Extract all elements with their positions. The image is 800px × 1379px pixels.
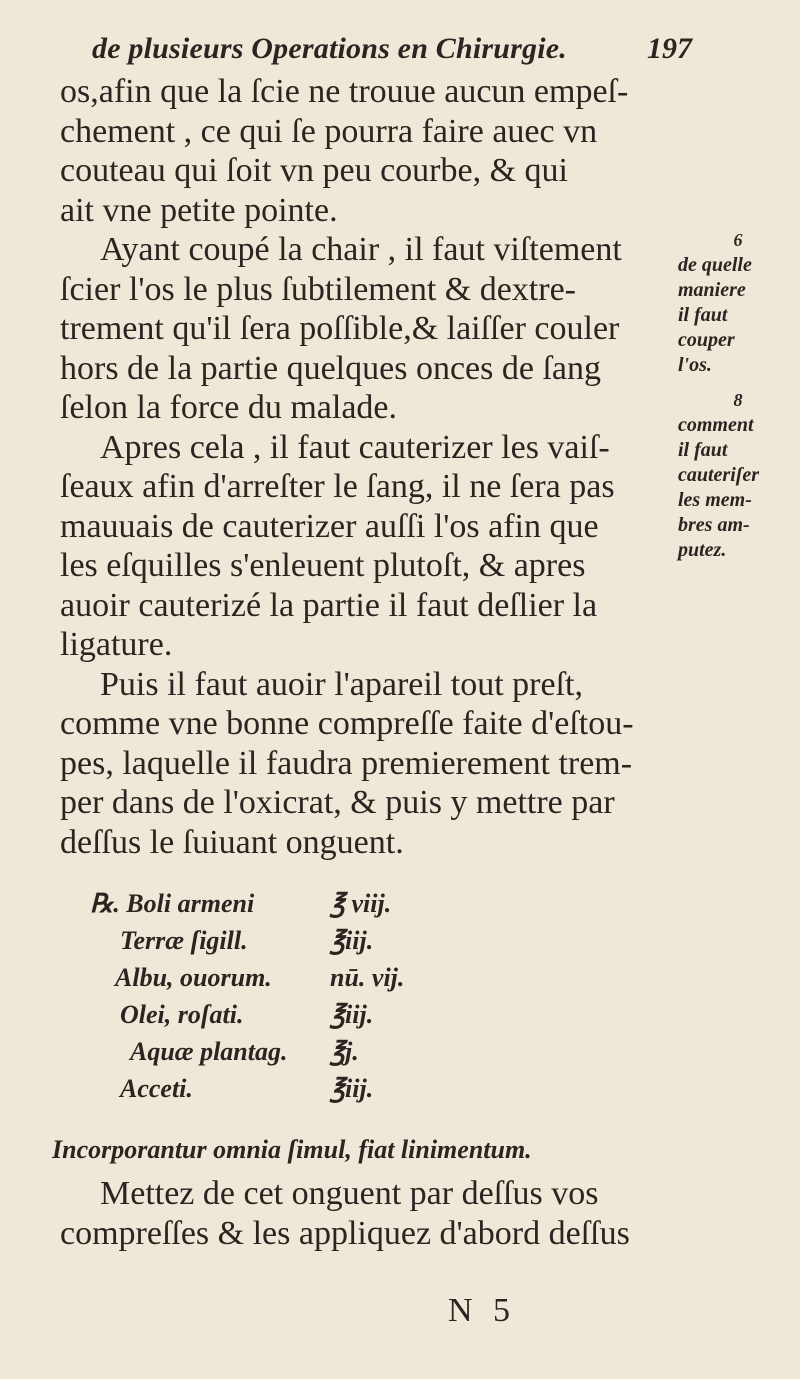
recipe-item — [60, 1070, 680, 1107]
marginal-line: l'os. — [678, 354, 712, 376]
marginal-line: de quelle — [678, 254, 752, 276]
body-text — [60, 72, 680, 862]
recipe-item — [60, 996, 680, 1033]
marginal-note-8 — [678, 388, 798, 563]
text-line: os,afin que la ſcie ne trouue aucun empeſ- — [60, 73, 629, 110]
recipe-ingredient: ℞. Boli armeni — [90, 889, 255, 918]
continuation-text — [60, 1174, 680, 1253]
marginal-number: 8 — [733, 390, 743, 410]
recipe-ingredient: Aquæ plantag. — [130, 1037, 288, 1066]
text-line: deſſus le ſuiuant onguent. — [60, 823, 404, 861]
recipe-item — [60, 1033, 680, 1070]
text-line: per dans de l'oxicrat, & puis y mettre par — [60, 784, 615, 821]
recipe-quantity: ℥iij. — [330, 926, 374, 955]
recipe-closing: Incorporantur omnia ſimul, fiat linimentum. — [52, 1135, 532, 1164]
marginal-line: les mem- — [678, 489, 752, 511]
text-line: Puis il faut auoir l'apareil tout preſt, — [100, 665, 583, 703]
text-line: couteau qui ſoit vn peu courbe, & qui — [60, 152, 568, 189]
page-number: 197 — [647, 32, 692, 65]
recipe-ingredient: Olei, roſati. — [120, 1000, 244, 1029]
signature-mark: N 5 — [448, 1292, 517, 1329]
marginal-line: maniere — [678, 279, 746, 301]
text-line: pes, laquelle il faudra premierement trem- — [60, 744, 633, 782]
text-line: ſelon la force du malade. — [60, 389, 398, 426]
recipe-block — [60, 885, 680, 1107]
text-line: Mettez de cet onguent par deſſus vos — [100, 1175, 599, 1212]
running-header — [92, 28, 692, 78]
marginal-note-6 — [678, 228, 798, 378]
text-line: trement qu'il ſera poſſible,& laiſſer couler — [60, 310, 620, 347]
text-line: Ayant coupé la chair , il faut viſtement — [100, 231, 622, 268]
text-line: mauuais de cauterizer auſſi l'os afin que — [60, 507, 599, 545]
recipe-quantity: ℥ viij. — [330, 889, 392, 918]
marginal-line: comment — [678, 414, 754, 436]
marginal-line: couper — [678, 329, 735, 351]
text-line: les eſquilles s'enleuent plutoſt, & apres — [60, 547, 586, 584]
text-line: ait vne petite pointe. — [60, 191, 338, 229]
recipe-ingredient: Acceti. — [120, 1074, 193, 1103]
text-line: ſcier l'os le plus ſubtilement & dextre- — [60, 270, 576, 308]
text-line: ſeaux afin d'arreſter le ſang, il ne ſera pas — [60, 468, 615, 505]
marginal-number: 6 — [733, 230, 743, 250]
recipe-quantity: ℥iij. — [330, 1000, 374, 1029]
recipe-ingredient: Albu, ouorum. — [115, 963, 272, 992]
marginal-line: cauteriſer — [678, 464, 760, 486]
marginal-line: il faut — [678, 304, 728, 326]
text-line: chement , ce qui ſe pourra faire auec vn — [60, 112, 598, 150]
recipe-quantity: ℥iij. — [330, 1074, 374, 1103]
text-line: Apres cela , il faut cauterizer les vaiſ- — [100, 428, 610, 466]
recipe-item — [60, 885, 680, 922]
marginal-line: bres am- — [678, 514, 750, 536]
recipe-quantity: nū. vij. — [330, 963, 405, 992]
text-line: auoir cauterizé la partie il faut deſlier la — [60, 586, 598, 624]
recipe-quantity: ℥j. — [330, 1037, 359, 1066]
running-title: de plusieurs Operations en Chirurgie. — [92, 32, 567, 65]
text-line: compreſſes & les appliquez d'abord deſſus — [60, 1214, 630, 1252]
recipe-item — [60, 922, 680, 959]
marginal-line: putez. — [678, 539, 727, 561]
text-line: comme vne bonne compreſſe faite d'eſtou- — [60, 705, 634, 742]
text-line: ligature. — [60, 626, 173, 663]
recipe-ingredient: Terræ ſigill. — [120, 926, 248, 955]
text-line: hors de la partie quelques onces de ſang — [60, 349, 601, 387]
marginal-line: il faut — [678, 439, 728, 461]
recipe-item — [60, 959, 680, 996]
